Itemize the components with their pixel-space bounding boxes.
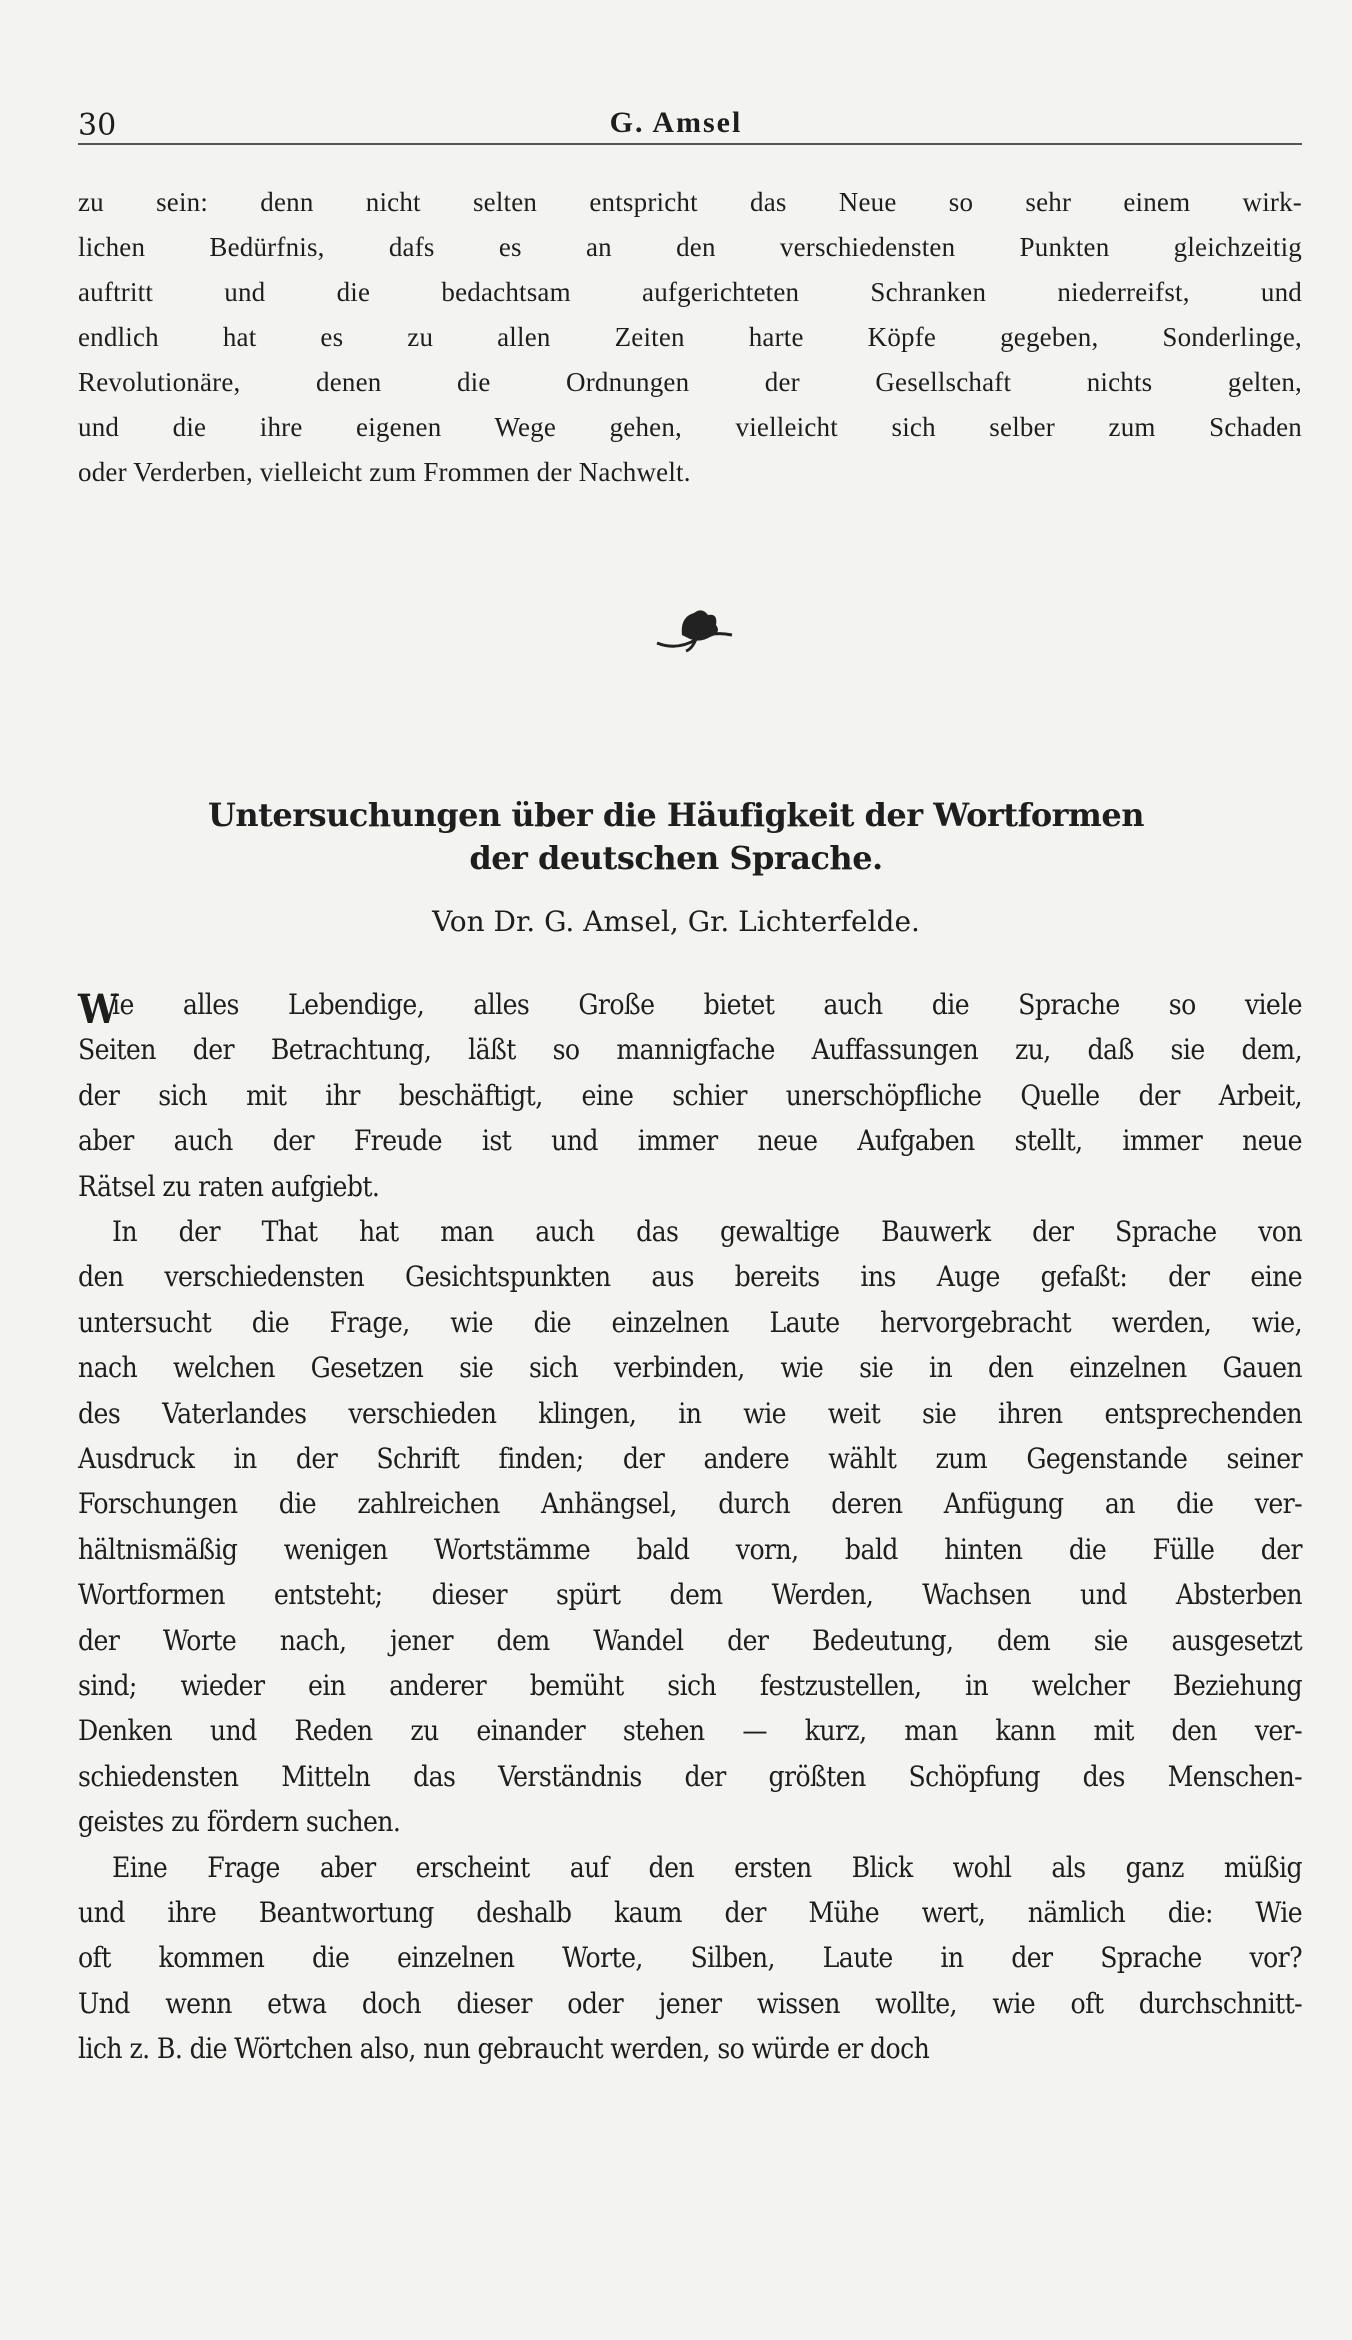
- text-line: Rätsel zu raten aufgiebt.: [78, 1169, 380, 1203]
- text-line: auftritt und die bedachtsam aufgerichteten Schranken niederreifst, und: [78, 277, 1302, 307]
- drop-initial: W: [78, 986, 118, 1033]
- text-line: der sich mit ihr beschäftigt, eine schier unerschöpfliche Quelle der Arbeit,: [78, 1078, 1302, 1112]
- page-number: 30: [78, 108, 117, 143]
- text-line: und ihre Beantwortung deshalb kaum der Mühe wert, nämlich die: Wie: [78, 1896, 1302, 1929]
- text-line-content: ie alles Lebendige, alles Große bietet auch die Sprache so viele: [112, 988, 1302, 1021]
- text-line: nach welchen Gesetzen sie sich verbinden, wie sie in den einzelnen Gauen: [78, 1351, 1302, 1385]
- text-line: endlich hat es zu allen Zeiten harte Köpfe gegeben, Sonderlinge,: [78, 322, 1302, 352]
- text-line: Seiten der Betrachtung, läßt so mannigfache Auffassungen zu, daß sie dem,: [78, 1033, 1302, 1067]
- text-line: Forschungen die zahlreichen Anhängsel, durch deren Anfügung an die ver-: [78, 1487, 1302, 1521]
- text-line: aber auch der Freude ist und immer neue Aufgaben stellt, immer neue: [78, 1124, 1302, 1158]
- fleuron-ornament-icon: [652, 605, 742, 655]
- text-line: Eine Frage aber erscheint auf den ersten Blick wohl als ganz müßig: [112, 1850, 1302, 1884]
- text-line: der Worte nach, jener dem Wandel der Bedeutung, dem sie ausgesetzt: [78, 1623, 1302, 1657]
- text-line: Wortformen entsteht; dieser spürt dem Werden, Wachsen und Absterben: [78, 1578, 1302, 1612]
- article-byline: Von Dr. G. Amsel, Gr. Lichterfelde.: [432, 905, 920, 938]
- text-line: geistes zu fördern suchen.: [78, 1805, 401, 1839]
- text-line: Ausdruck in der Schrift finden; der andere wählt zum Gegenstande seiner: [78, 1442, 1302, 1475]
- running-head: G. Amsel: [609, 106, 743, 139]
- text-line: und die ihre eigenen Wege gehen, vielleicht sich selber zum Schaden: [78, 412, 1302, 442]
- text-line: oft kommen die einzelnen Worte, Silben, Laute in der Sprache vor?: [78, 1941, 1302, 1975]
- text-line: hältnismäßig wenigen Wortstämme bald vorn, bald hinten die Fülle der: [78, 1532, 1302, 1566]
- text-line: untersucht die Frage, wie die einzelnen Laute hervorgebracht werden, wie,: [78, 1305, 1302, 1339]
- text-line: oder Verderben, vielleicht zum Frommen der Nachwelt.: [78, 457, 691, 487]
- text-line: [78, 986, 1302, 1033]
- text-line: sind; wieder ein anderer bemüht sich festzustellen, in welcher Beziehung: [78, 1669, 1302, 1702]
- text-line: zu sein: denn nicht selten entspricht das Neue so sehr einem wirk-: [78, 187, 1302, 217]
- header-rule: [78, 143, 1302, 145]
- text-line: Denken und Reden zu einander stehen — kurz, man kann mit den ver-: [78, 1714, 1302, 1748]
- text-line: des Vaterlandes verschieden klingen, in wie weit sie ihren entsprechenden: [78, 1396, 1302, 1430]
- text-line: Revolutionäre, denen die Ordnungen der Gesellschaft nichts gelten,: [78, 367, 1302, 397]
- text-line: lich z. B. die Wörtchen also, nun gebraucht werden, so würde er doch: [78, 2032, 930, 2066]
- article-title-line-1: Untersuchungen über die Häufigkeit der Wortformen: [207, 796, 1145, 834]
- text-line: Und wenn etwa doch dieser oder jener wissen wollte, wie oft durchschnitt-: [78, 1986, 1302, 2020]
- text-line: den verschiedensten Gesichtspunkten aus bereits ins Auge gefaßt: der eine: [78, 1260, 1302, 1294]
- text-line: schiedensten Mitteln das Verständnis der größten Schöpfung des Menschen-: [78, 1759, 1302, 1793]
- text-line: lichen Bedürfnis, dafs es an den verschiedensten Punkten gleichzeitig: [78, 232, 1302, 262]
- text-line: In der That hat man auch das gewaltige Bauwerk der Sprache von: [112, 1215, 1302, 1248]
- article-title-line-2: der deutschen Sprache.: [469, 839, 883, 877]
